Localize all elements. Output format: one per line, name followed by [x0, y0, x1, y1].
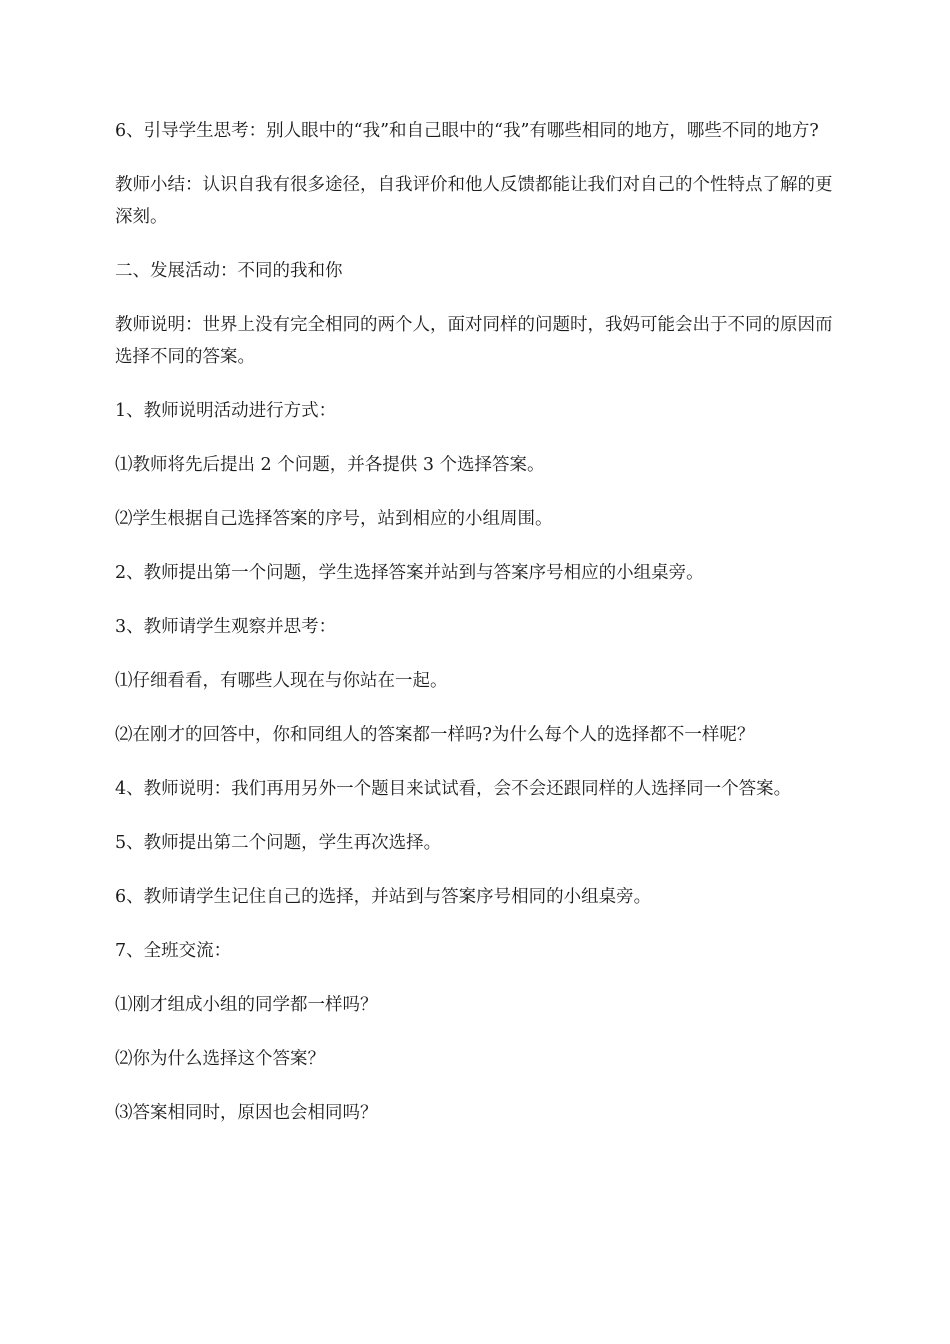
step-2-first-question: 2、教师提出第一个问题，学生选择答案并站到与答案序号相应的小组桌旁。: [115, 563, 704, 583]
step-3-item-1: ⑴仔细看看，有哪些人现在与你站在一起。: [115, 671, 448, 691]
step-7-item-1: ⑴刚才组成小组的同学都一样吗？: [115, 995, 378, 1015]
step-7-class-discussion: 7、全班交流：: [115, 941, 232, 961]
paragraph-guide-thinking: 6、引导学生思考：别人眼中的“我”和自己眼中的“我”有哪些相同的地方，哪些不同的地方?: [115, 121, 819, 141]
step-3-observe-think: 3、教师请学生观察并思考：: [115, 617, 337, 637]
step-1-item-2: ⑵学生根据自己选择答案的序号，站到相应的小组周围。: [115, 509, 553, 529]
section-heading-development-activity: 二、发展活动：不同的我和你: [115, 261, 343, 281]
paragraph-teacher-summary: 教师小结：认识自我有很多途径，自我评价和他人反馈都能让我们对自己的个性特点了解的更深刻。: [115, 175, 833, 227]
paragraph-teacher-explanation: 教师说明：世界上没有完全相同的两个人，面对同样的问题时，我妈可能会出于不同的原因而选择不同的答案。: [115, 315, 833, 367]
step-4-teacher-explains: 4、教师说明：我们再用另外一个题目来试试看，会不会还跟同样的人选择同一个答案。: [115, 779, 792, 799]
step-6-remember-choice: 6、教师请学生记住自己的选择，并站到与答案序号相同的小组桌旁。: [115, 887, 652, 907]
step-1-item-1: ⑴教师将先后提出 2 个问题，并各提供 3 个选择答案。: [115, 455, 545, 475]
step-7-item-2: ⑵你为什么选择这个答案？: [115, 1049, 325, 1069]
document-body: [115, 115, 840, 1151]
step-5-second-question: 5、教师提出第二个问题，学生再次选择。: [115, 833, 442, 853]
step-1-activity-method: 1、教师说明活动进行方式：: [115, 401, 337, 421]
step-7-item-3: ⑶答案相同时，原因也会相同吗？: [115, 1103, 378, 1123]
step-3-item-2: ⑵在刚才的回答中，你和同组人的答案都一样吗?为什么每个人的选择都不一样呢？: [115, 725, 755, 745]
